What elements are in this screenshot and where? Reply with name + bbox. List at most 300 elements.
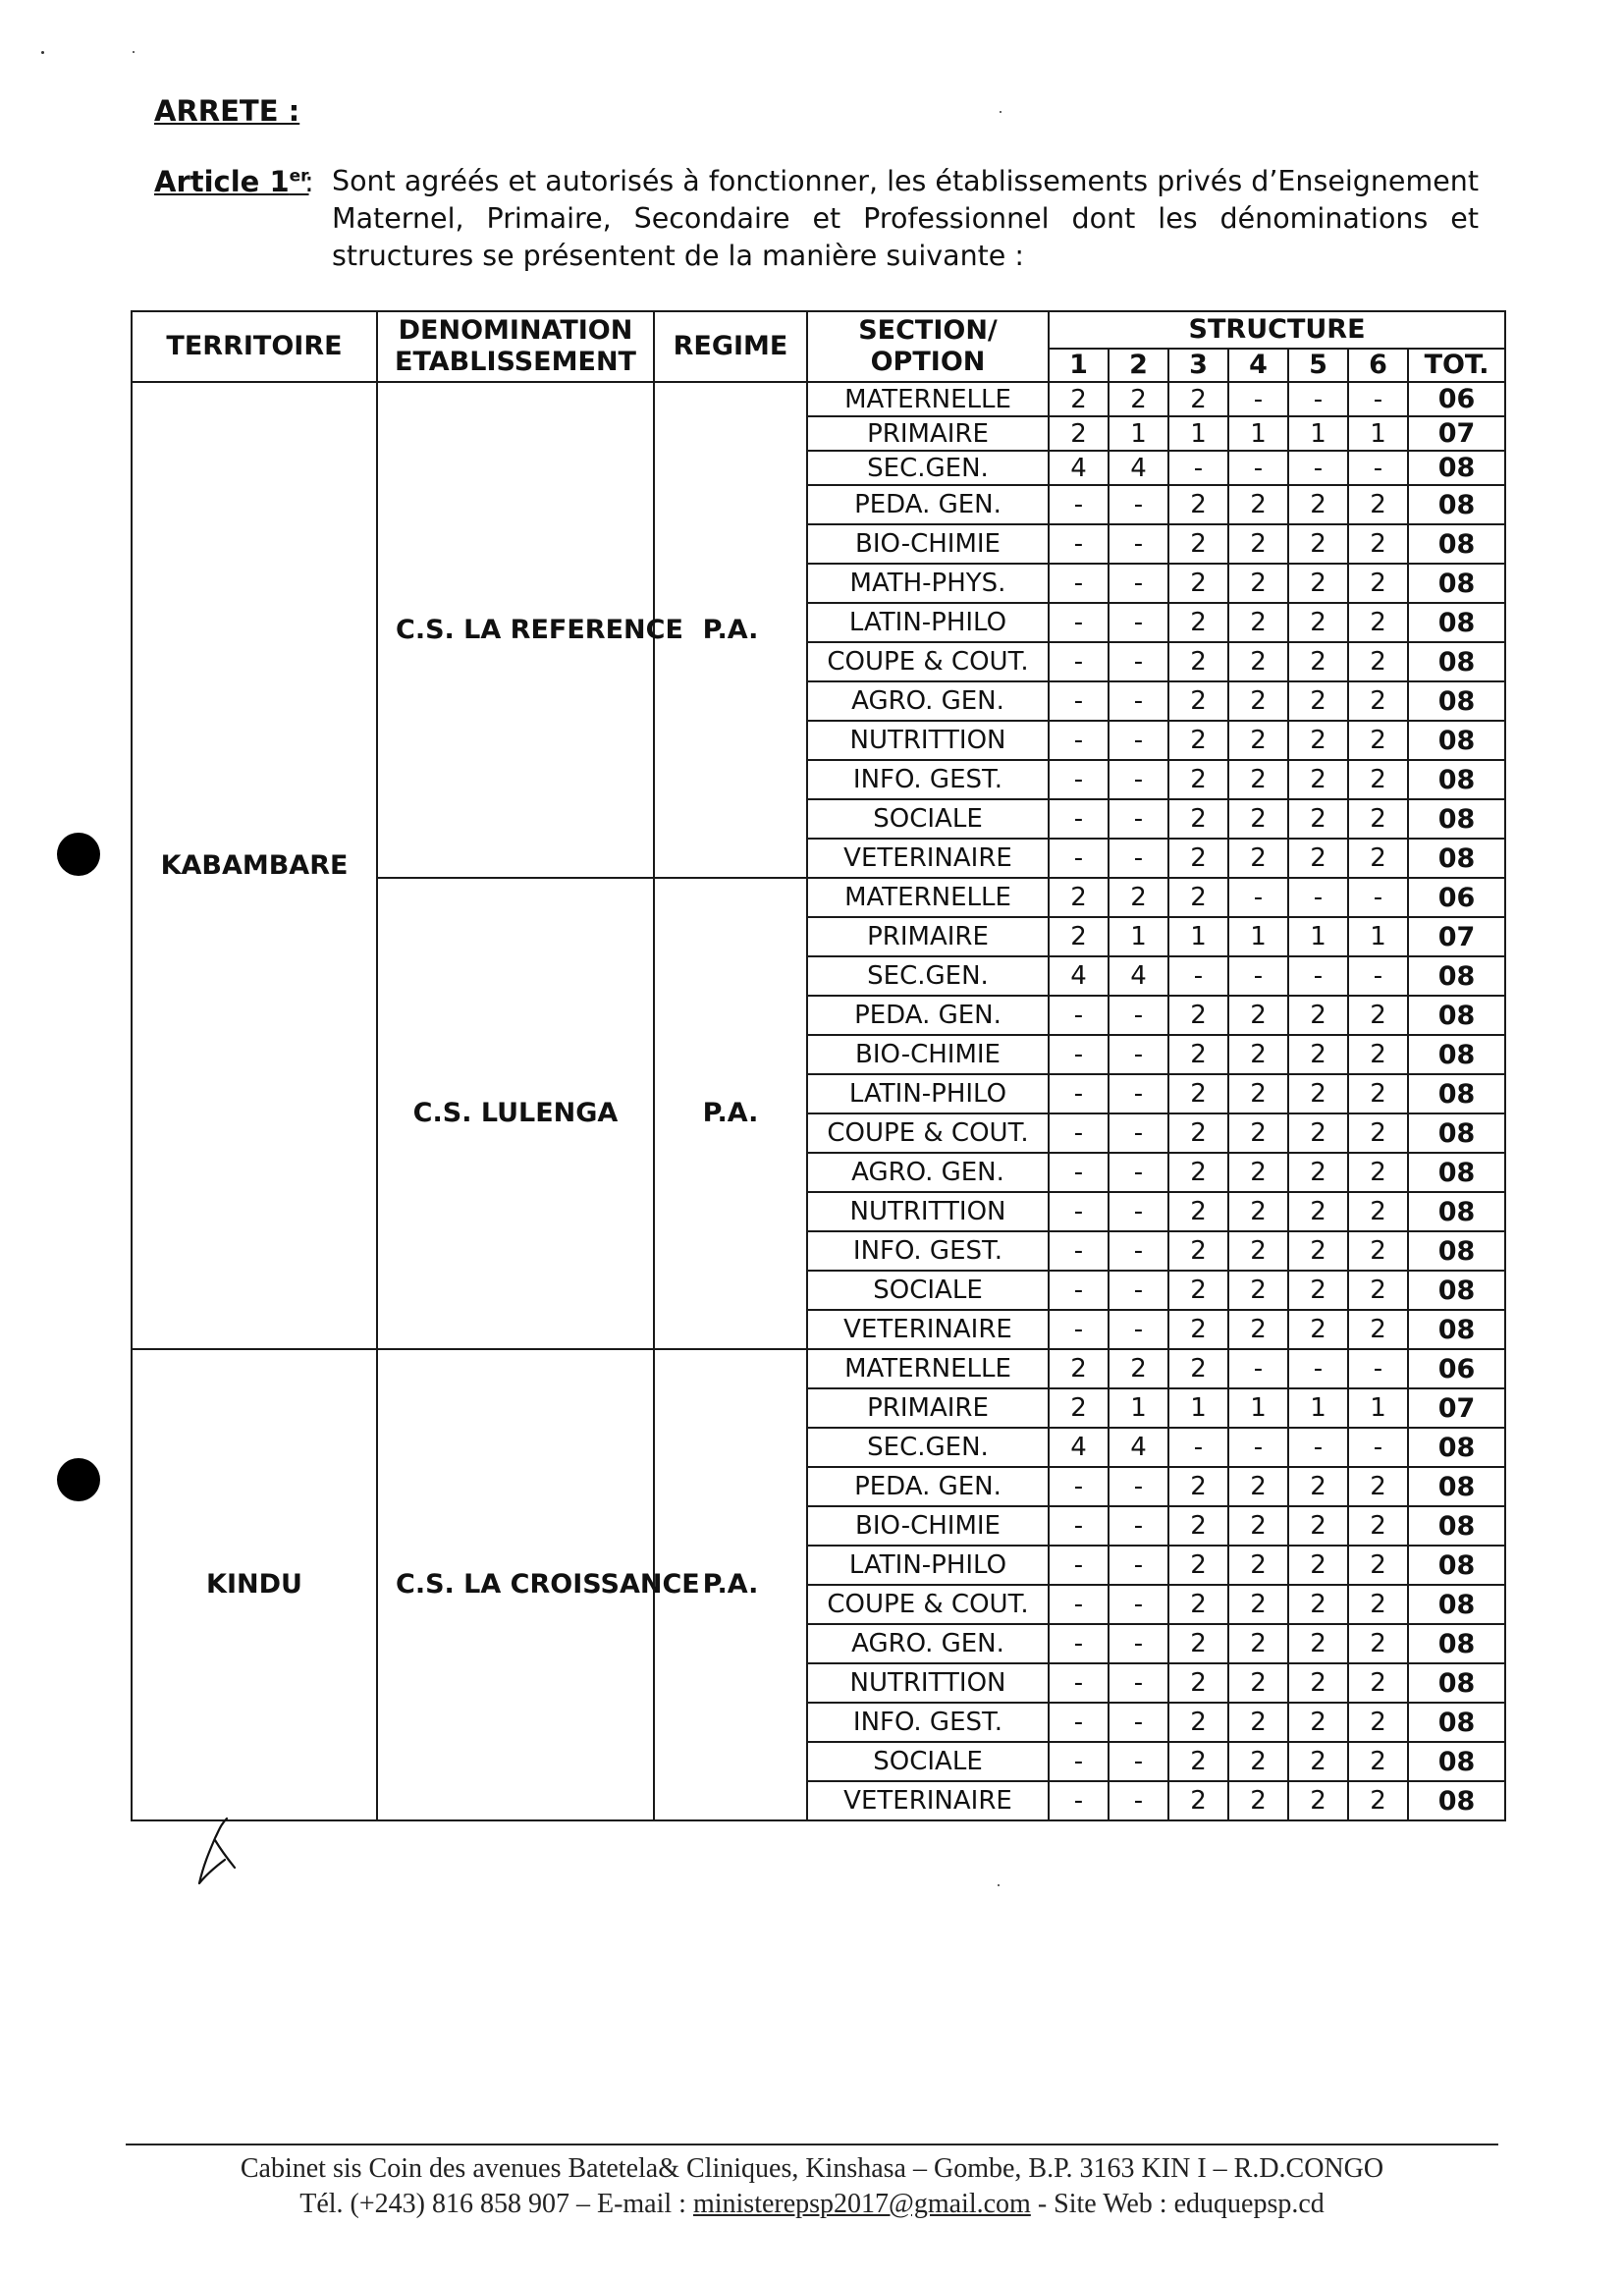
year-1-cell: - — [1049, 1035, 1109, 1074]
option-cell: INFO. GEST. — [807, 1703, 1049, 1742]
year-3-cell: - — [1168, 956, 1228, 996]
year-6-cell: - — [1348, 1428, 1408, 1467]
year-4-cell: - — [1228, 451, 1288, 485]
scan-speck — [1000, 111, 1001, 113]
option-cell: LATIN-PHILO — [807, 1546, 1049, 1585]
scan-speck — [41, 51, 44, 54]
year-4-cell: 2 — [1228, 681, 1288, 721]
year-2-cell: - — [1109, 642, 1168, 681]
total-cell: 08 — [1408, 1781, 1505, 1820]
year-6-cell: 2 — [1348, 1153, 1408, 1192]
year-2-cell: - — [1109, 1467, 1168, 1506]
year-5-cell: 2 — [1288, 1624, 1348, 1663]
year-5-cell: 2 — [1288, 760, 1348, 799]
year-2-cell: - — [1109, 1703, 1168, 1742]
year-1-cell: 4 — [1049, 956, 1109, 996]
total-cell: 08 — [1408, 1742, 1505, 1781]
year-1-cell: - — [1049, 799, 1109, 839]
year-1-cell: - — [1049, 1703, 1109, 1742]
year-5-cell: 1 — [1288, 1388, 1348, 1428]
option-cell: PEDA. GEN. — [807, 996, 1049, 1035]
year-5-cell: 2 — [1288, 1113, 1348, 1153]
footer-rule — [126, 2144, 1498, 2145]
year-1-cell: - — [1049, 1742, 1109, 1781]
year-1-cell: - — [1049, 760, 1109, 799]
year-4-cell: 1 — [1228, 917, 1288, 956]
year-6-cell: 2 — [1348, 1742, 1408, 1781]
year-5-cell: - — [1288, 1428, 1348, 1467]
year-4-cell: 2 — [1228, 564, 1288, 603]
year-1-cell: - — [1049, 485, 1109, 524]
option-cell: VETERINAIRE — [807, 1310, 1049, 1349]
year-5-cell: 2 — [1288, 839, 1348, 878]
year-5-cell: 2 — [1288, 721, 1348, 760]
year-1-cell: - — [1049, 1663, 1109, 1703]
year-4-cell: 2 — [1228, 524, 1288, 564]
year-1-cell: - — [1049, 1231, 1109, 1271]
year-6-cell: 2 — [1348, 1506, 1408, 1546]
year-2-cell: - — [1109, 1585, 1168, 1624]
year-6-cell: 2 — [1348, 564, 1408, 603]
year-6-cell: 2 — [1348, 996, 1408, 1035]
regime-cell: P.A. — [654, 382, 807, 878]
year-3-cell: 2 — [1168, 1585, 1228, 1624]
year-6-cell: 2 — [1348, 1231, 1408, 1271]
option-cell: INFO. GEST. — [807, 760, 1049, 799]
year-2-cell: 2 — [1109, 1349, 1168, 1388]
year-5-cell: 2 — [1288, 799, 1348, 839]
year-4-cell: - — [1228, 382, 1288, 416]
footer-website-link[interactable]: eduquepsp.cd — [1173, 2189, 1325, 2219]
territoire-cell: KINDU — [132, 1349, 377, 1820]
year-3-cell: 2 — [1168, 799, 1228, 839]
year-4-cell: 2 — [1228, 1310, 1288, 1349]
total-cell: 06 — [1408, 382, 1505, 416]
year-5-cell: 2 — [1288, 1310, 1348, 1349]
scan-speck — [998, 1884, 1000, 1886]
year-6-cell: - — [1348, 382, 1408, 416]
year-2-cell: - — [1109, 1192, 1168, 1231]
option-cell: MATERNELLE — [807, 1349, 1049, 1388]
year-2-cell: 4 — [1109, 451, 1168, 485]
year-2-cell: - — [1109, 1074, 1168, 1113]
year-5-cell: 2 — [1288, 1781, 1348, 1820]
year-4-cell: 2 — [1228, 721, 1288, 760]
year-3-cell: 2 — [1168, 1663, 1228, 1703]
year-1-cell: - — [1049, 1506, 1109, 1546]
year-2-cell: 1 — [1109, 1388, 1168, 1428]
header-year-3: 3 — [1168, 349, 1228, 382]
year-6-cell: 2 — [1348, 1074, 1408, 1113]
year-2-cell: - — [1109, 1781, 1168, 1820]
year-4-cell: 2 — [1228, 642, 1288, 681]
year-5-cell: 2 — [1288, 1703, 1348, 1742]
year-1-cell: - — [1049, 681, 1109, 721]
year-5-cell: 2 — [1288, 681, 1348, 721]
option-cell: SOCIALE — [807, 1742, 1049, 1781]
year-4-cell: 2 — [1228, 1153, 1288, 1192]
year-3-cell: 2 — [1168, 1153, 1228, 1192]
total-cell: 08 — [1408, 603, 1505, 642]
option-cell: SOCIALE — [807, 799, 1049, 839]
year-1-cell: - — [1049, 1074, 1109, 1113]
year-1-cell: 2 — [1049, 382, 1109, 416]
header-year-4: 4 — [1228, 349, 1288, 382]
year-5-cell: 2 — [1288, 1271, 1348, 1310]
option-cell: AGRO. GEN. — [807, 1153, 1049, 1192]
article-colon: : — [304, 165, 314, 198]
year-6-cell: 2 — [1348, 1781, 1408, 1820]
year-4-cell: 2 — [1228, 1663, 1288, 1703]
year-3-cell: 2 — [1168, 1035, 1228, 1074]
year-5-cell: 2 — [1288, 603, 1348, 642]
year-3-cell: 2 — [1168, 1546, 1228, 1585]
total-cell: 08 — [1408, 1271, 1505, 1310]
total-cell: 08 — [1408, 799, 1505, 839]
header-year-5: 5 — [1288, 349, 1348, 382]
year-2-cell: - — [1109, 1624, 1168, 1663]
total-cell: 08 — [1408, 451, 1505, 485]
total-cell: 07 — [1408, 917, 1505, 956]
total-cell: 08 — [1408, 1035, 1505, 1074]
year-6-cell: 2 — [1348, 760, 1408, 799]
article-label-text: Article 1 — [154, 165, 290, 198]
year-4-cell: - — [1228, 1428, 1288, 1467]
year-1-cell: - — [1049, 1153, 1109, 1192]
total-cell: 08 — [1408, 956, 1505, 996]
option-cell: SOCIALE — [807, 1271, 1049, 1310]
option-cell: COUPE & COUT. — [807, 1113, 1049, 1153]
year-1-cell: 2 — [1049, 878, 1109, 917]
table-row — [132, 382, 1505, 416]
footer-phone: Tél. (+243) 816 858 907 – E-mail : — [299, 2189, 693, 2219]
year-2-cell: - — [1109, 1310, 1168, 1349]
header-regime: REGIME — [654, 311, 807, 382]
year-2-cell: - — [1109, 1035, 1168, 1074]
option-cell: MATERNELLE — [807, 382, 1049, 416]
year-1-cell: - — [1049, 1624, 1109, 1663]
year-3-cell: 2 — [1168, 1271, 1228, 1310]
total-cell: 08 — [1408, 1703, 1505, 1742]
year-1-cell: 4 — [1049, 1428, 1109, 1467]
header-structure: STRUCTURE — [1049, 311, 1505, 349]
year-2-cell: - — [1109, 1742, 1168, 1781]
year-4-cell: - — [1228, 1349, 1288, 1388]
option-cell: SEC.GEN. — [807, 956, 1049, 996]
total-cell: 08 — [1408, 1546, 1505, 1585]
year-4-cell: 2 — [1228, 485, 1288, 524]
year-5-cell: 2 — [1288, 1585, 1348, 1624]
year-2-cell: - — [1109, 1231, 1168, 1271]
option-cell: LATIN-PHILO — [807, 1074, 1049, 1113]
option-cell: COUPE & COUT. — [807, 1585, 1049, 1624]
year-6-cell: - — [1348, 451, 1408, 485]
year-2-cell: 4 — [1109, 956, 1168, 996]
year-4-cell: 2 — [1228, 839, 1288, 878]
year-1-cell: - — [1049, 1310, 1109, 1349]
total-cell: 08 — [1408, 1113, 1505, 1153]
year-5-cell: - — [1288, 956, 1348, 996]
year-5-cell: - — [1288, 878, 1348, 917]
year-4-cell: 1 — [1228, 1388, 1288, 1428]
year-5-cell: 2 — [1288, 1742, 1348, 1781]
year-5-cell: 2 — [1288, 1074, 1348, 1113]
option-cell: BIO-CHIMIE — [807, 1506, 1049, 1546]
total-cell: 08 — [1408, 1310, 1505, 1349]
year-2-cell: - — [1109, 603, 1168, 642]
year-2-cell: - — [1109, 1506, 1168, 1546]
year-3-cell: 2 — [1168, 1192, 1228, 1231]
article-label — [154, 165, 309, 198]
article-text: Sont agréés et autorisés à fonctionner, les établissements privés d’Enseignement Maternel, Primaire, Secondaire et Professionnel dont les dénominations et structures se présentent de la manière suivante : — [332, 165, 1479, 272]
year-5-cell: 2 — [1288, 1231, 1348, 1271]
footer-contact — [0, 2189, 1624, 2220]
year-6-cell: 2 — [1348, 485, 1408, 524]
year-2-cell: 1 — [1109, 416, 1168, 451]
option-cell: PRIMAIRE — [807, 917, 1049, 956]
year-3-cell: 2 — [1168, 760, 1228, 799]
total-cell: 08 — [1408, 681, 1505, 721]
year-3-cell: 2 — [1168, 1074, 1228, 1113]
year-3-cell: 2 — [1168, 1310, 1228, 1349]
year-4-cell: 2 — [1228, 1192, 1288, 1231]
year-4-cell: 2 — [1228, 1074, 1288, 1113]
year-3-cell: 2 — [1168, 1781, 1228, 1820]
year-3-cell: 2 — [1168, 564, 1228, 603]
header-year-2: 2 — [1109, 349, 1168, 382]
year-3-cell: 2 — [1168, 485, 1228, 524]
option-cell: NUTRITTION — [807, 721, 1049, 760]
year-3-cell: 2 — [1168, 1506, 1228, 1546]
year-2-cell: - — [1109, 564, 1168, 603]
year-5-cell: 2 — [1288, 524, 1348, 564]
year-5-cell: 2 — [1288, 1467, 1348, 1506]
year-6-cell: - — [1348, 956, 1408, 996]
year-6-cell: 2 — [1348, 1585, 1408, 1624]
footer-website-label: - Site Web : — [1030, 2189, 1174, 2219]
year-3-cell: 1 — [1168, 917, 1228, 956]
total-cell: 07 — [1408, 416, 1505, 451]
year-1-cell: - — [1049, 839, 1109, 878]
total-cell: 08 — [1408, 996, 1505, 1035]
year-6-cell: 2 — [1348, 524, 1408, 564]
total-cell: 08 — [1408, 1506, 1505, 1546]
year-2-cell: - — [1109, 799, 1168, 839]
year-6-cell: 1 — [1348, 1388, 1408, 1428]
year-6-cell: 2 — [1348, 1035, 1408, 1074]
option-cell: VETERINAIRE — [807, 839, 1049, 878]
option-cell: NUTRITTION — [807, 1192, 1049, 1231]
year-6-cell: 2 — [1348, 839, 1408, 878]
option-cell: AGRO. GEN. — [807, 1624, 1049, 1663]
total-cell: 08 — [1408, 1428, 1505, 1467]
year-1-cell: 2 — [1049, 1349, 1109, 1388]
year-5-cell: - — [1288, 382, 1348, 416]
year-2-cell: 4 — [1109, 1428, 1168, 1467]
year-3-cell: 2 — [1168, 1113, 1228, 1153]
option-cell: SEC.GEN. — [807, 1428, 1049, 1467]
year-3-cell: 2 — [1168, 1624, 1228, 1663]
year-4-cell: 2 — [1228, 1506, 1288, 1546]
total-cell: 07 — [1408, 1388, 1505, 1428]
year-4-cell: 2 — [1228, 760, 1288, 799]
year-3-cell: 2 — [1168, 681, 1228, 721]
year-1-cell: - — [1049, 564, 1109, 603]
year-4-cell: 2 — [1228, 1271, 1288, 1310]
year-3-cell: 2 — [1168, 1349, 1228, 1388]
total-cell: 08 — [1408, 564, 1505, 603]
year-5-cell: 2 — [1288, 1192, 1348, 1231]
option-cell: BIO-CHIMIE — [807, 1035, 1049, 1074]
year-1-cell: - — [1049, 642, 1109, 681]
year-6-cell: 2 — [1348, 1663, 1408, 1703]
year-1-cell: - — [1049, 1546, 1109, 1585]
header-total: TOT. — [1408, 349, 1505, 382]
handwritten-initial — [191, 1815, 241, 1885]
total-cell: 08 — [1408, 1624, 1505, 1663]
year-5-cell: 1 — [1288, 917, 1348, 956]
year-1-cell: - — [1049, 1467, 1109, 1506]
header-section-option: SECTION/ OPTION — [807, 311, 1049, 382]
year-6-cell: 2 — [1348, 1113, 1408, 1153]
year-4-cell: - — [1228, 956, 1288, 996]
option-cell: NUTRITTION — [807, 1663, 1049, 1703]
year-6-cell: 1 — [1348, 416, 1408, 451]
total-cell: 06 — [1408, 878, 1505, 917]
option-cell: AGRO. GEN. — [807, 681, 1049, 721]
punch-hole-mark — [57, 1458, 100, 1501]
option-cell: MATH-PHYS. — [807, 564, 1049, 603]
header-year-6: 6 — [1348, 349, 1408, 382]
year-5-cell: - — [1288, 451, 1348, 485]
year-4-cell: 1 — [1228, 416, 1288, 451]
year-6-cell: - — [1348, 1349, 1408, 1388]
year-2-cell: 2 — [1109, 382, 1168, 416]
year-4-cell: 2 — [1228, 1467, 1288, 1506]
year-4-cell: 2 — [1228, 1546, 1288, 1585]
year-2-cell: - — [1109, 524, 1168, 564]
year-6-cell: 2 — [1348, 603, 1408, 642]
year-6-cell: 2 — [1348, 721, 1408, 760]
year-3-cell: 2 — [1168, 603, 1228, 642]
year-2-cell: 2 — [1109, 878, 1168, 917]
year-3-cell: 2 — [1168, 996, 1228, 1035]
year-2-cell: - — [1109, 839, 1168, 878]
year-4-cell: 2 — [1228, 1231, 1288, 1271]
total-cell: 08 — [1408, 839, 1505, 878]
year-4-cell: 2 — [1228, 799, 1288, 839]
total-cell: 08 — [1408, 642, 1505, 681]
total-cell: 08 — [1408, 1467, 1505, 1506]
year-6-cell: 2 — [1348, 642, 1408, 681]
year-5-cell: 2 — [1288, 642, 1348, 681]
year-1-cell: - — [1049, 1271, 1109, 1310]
year-2-cell: - — [1109, 485, 1168, 524]
total-cell: 08 — [1408, 1153, 1505, 1192]
year-4-cell: 2 — [1228, 1624, 1288, 1663]
year-1-cell: - — [1049, 603, 1109, 642]
year-6-cell: 2 — [1348, 1271, 1408, 1310]
option-cell: SEC.GEN. — [807, 451, 1049, 485]
year-2-cell: - — [1109, 996, 1168, 1035]
option-cell: PEDA. GEN. — [807, 1467, 1049, 1506]
year-4-cell: 2 — [1228, 1585, 1288, 1624]
year-6-cell: - — [1348, 878, 1408, 917]
year-1-cell: 4 — [1049, 451, 1109, 485]
year-3-cell: 2 — [1168, 1231, 1228, 1271]
header-denomination: DENOMINATION ETABLISSEMENT — [377, 311, 654, 382]
year-2-cell: 1 — [1109, 917, 1168, 956]
year-1-cell: - — [1049, 1585, 1109, 1624]
year-6-cell: 2 — [1348, 1546, 1408, 1585]
punch-hole-mark — [57, 833, 100, 876]
year-5-cell: 2 — [1288, 996, 1348, 1035]
year-3-cell: 2 — [1168, 878, 1228, 917]
total-cell: 08 — [1408, 524, 1505, 564]
total-cell: 08 — [1408, 1192, 1505, 1231]
year-3-cell: 2 — [1168, 1467, 1228, 1506]
year-1-cell: - — [1049, 1113, 1109, 1153]
footer-address: Cabinet sis Coin des avenues Batetela& Cliniques, Kinshasa – Gombe, B.P. 3163 KIN I – R.D.CONGO — [240, 2153, 1384, 2184]
total-cell: 06 — [1408, 1349, 1505, 1388]
total-cell: 08 — [1408, 1074, 1505, 1113]
footer-email-link[interactable]: ministerepsp2017@gmail.com — [692, 2189, 1031, 2219]
year-3-cell: 1 — [1168, 416, 1228, 451]
year-3-cell: - — [1168, 451, 1228, 485]
year-6-cell: 2 — [1348, 681, 1408, 721]
total-cell: 08 — [1408, 721, 1505, 760]
table-row — [132, 1349, 1505, 1388]
year-5-cell: 2 — [1288, 485, 1348, 524]
year-5-cell: 2 — [1288, 1546, 1348, 1585]
year-4-cell: 2 — [1228, 1781, 1288, 1820]
option-cell: BIO-CHIMIE — [807, 524, 1049, 564]
total-cell: 08 — [1408, 1585, 1505, 1624]
year-5-cell: 2 — [1288, 564, 1348, 603]
year-4-cell: 2 — [1228, 1113, 1288, 1153]
option-cell: PRIMAIRE — [807, 416, 1049, 451]
year-4-cell: - — [1228, 878, 1288, 917]
arrete-heading: ARRETE : — [154, 94, 300, 128]
year-4-cell: 2 — [1228, 1703, 1288, 1742]
total-cell: 08 — [1408, 760, 1505, 799]
year-1-cell: 2 — [1049, 416, 1109, 451]
year-3-cell: - — [1168, 1428, 1228, 1467]
year-3-cell: 2 — [1168, 721, 1228, 760]
year-3-cell: 2 — [1168, 524, 1228, 564]
year-5-cell: 2 — [1288, 1035, 1348, 1074]
header-year-1: 1 — [1049, 349, 1109, 382]
year-5-cell: 1 — [1288, 416, 1348, 451]
year-4-cell: 2 — [1228, 1035, 1288, 1074]
option-cell: COUPE & COUT. — [807, 642, 1049, 681]
year-1-cell: - — [1049, 996, 1109, 1035]
regime-cell: P.A. — [654, 1349, 807, 1820]
option-cell: PRIMAIRE — [807, 1388, 1049, 1428]
school-name-cell: C.S. LA REFERENCE — [377, 382, 654, 878]
year-6-cell: 2 — [1348, 1624, 1408, 1663]
year-1-cell: 2 — [1049, 1388, 1109, 1428]
option-cell: VETERINAIRE — [807, 1781, 1049, 1820]
year-2-cell: - — [1109, 721, 1168, 760]
year-6-cell: 2 — [1348, 1192, 1408, 1231]
year-3-cell: 2 — [1168, 1703, 1228, 1742]
option-cell: INFO. GEST. — [807, 1231, 1049, 1271]
year-6-cell: 2 — [1348, 799, 1408, 839]
structure-table — [131, 310, 1506, 1821]
year-5-cell: 2 — [1288, 1153, 1348, 1192]
option-cell: PEDA. GEN. — [807, 485, 1049, 524]
